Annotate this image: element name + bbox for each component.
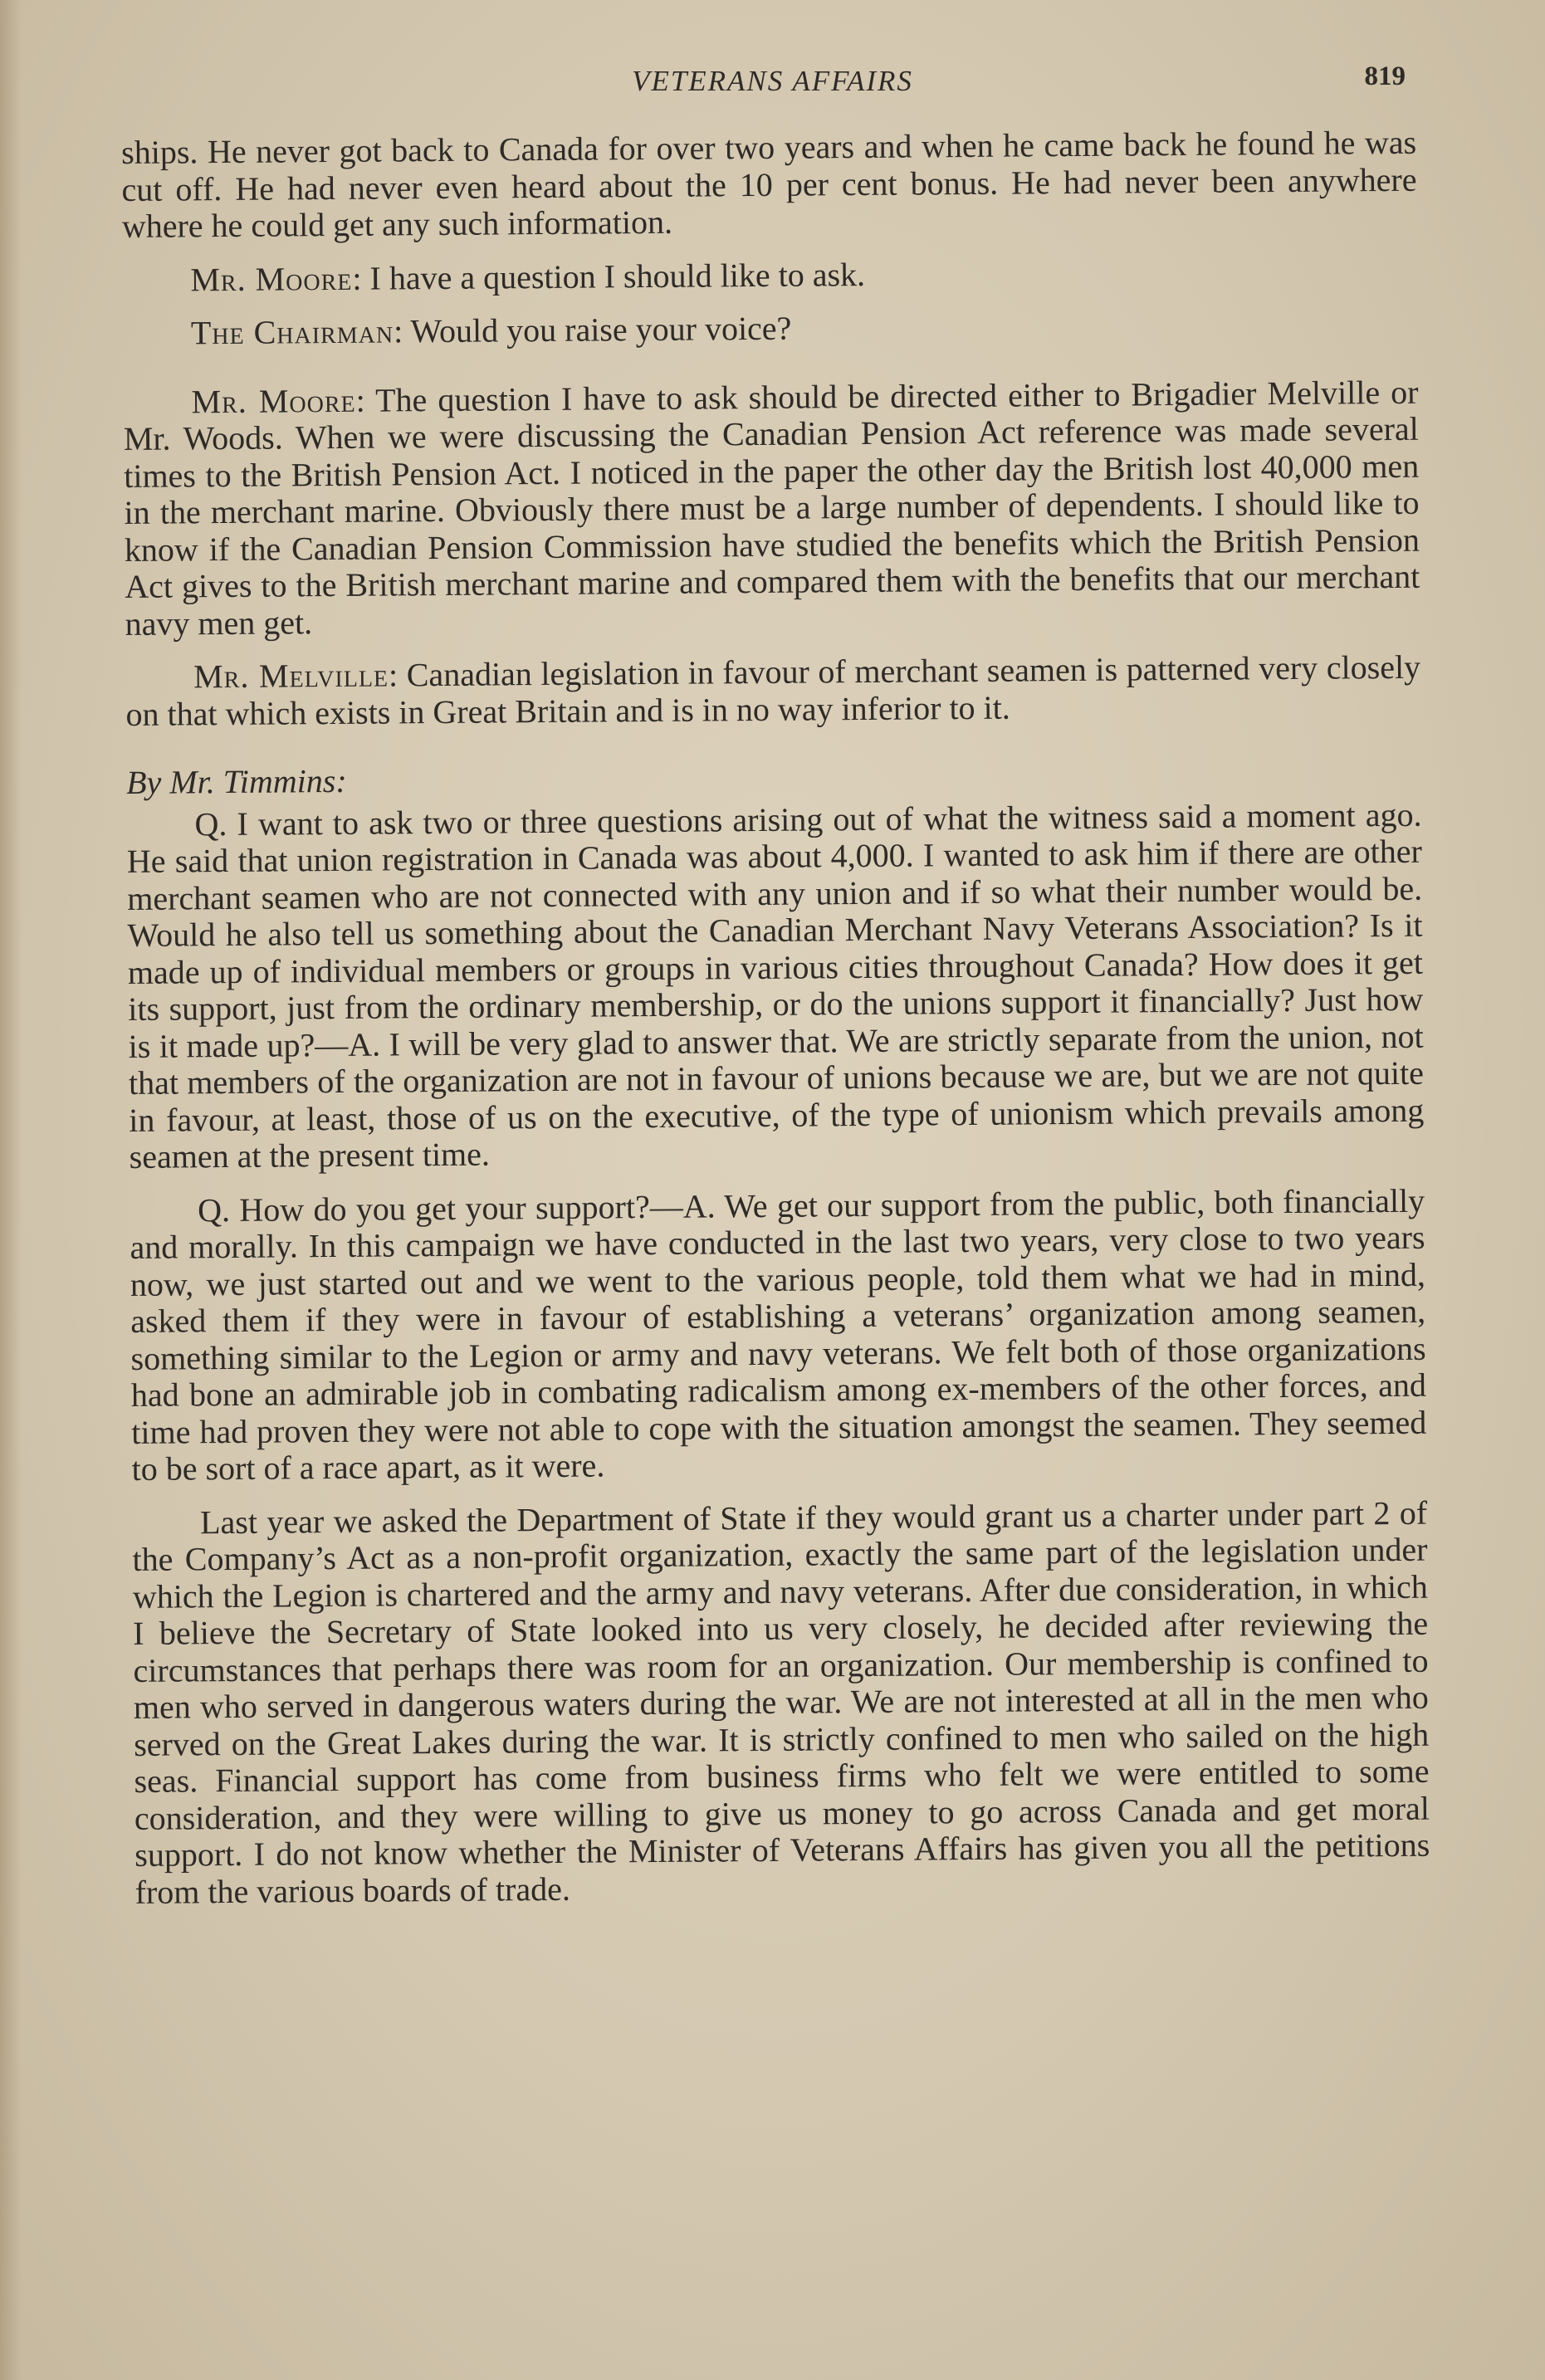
speaker-name: Mr. Melville (193, 656, 389, 696)
paragraph-moore-question (122, 252, 1417, 299)
page-number: 819 (1364, 61, 1406, 91)
paragraph-moore-statement (123, 374, 1420, 643)
speaker-name: The Chairman (190, 312, 394, 352)
paragraph-question-two: Q. How do you get your support?—A. We get our support from the public, both financially and morally. In this campaign we have conducted in the last two years, very close to two years now, we just started out and we went to the various people, told them what we had in mind, asked them if they were in favour of establishing a veterans’ organization among seamen, something similar to the Legion or army and navy veterans. We felt both of those organizations had bone an admirable job in combating radicalism among ex-members of the other forces, and time had proven they were not able to cope with the situation amongst the seamen. They seemed to be sort of a race apart, as it were. (130, 1181, 1427, 1488)
examiner-byline: By Mr. Timmins: (125, 761, 347, 801)
speech-text: : Would you raise your voice? (393, 309, 792, 350)
paragraph-melville (125, 649, 1421, 733)
running-title: VETERANS AFFAIRS (632, 65, 913, 97)
paragraph-chairman (123, 305, 1418, 353)
paragraph-charter: Last year we asked the Department of State if they would grant us a charter under part 2 of the Company’s Act as a non-profit organization, exactly the same part of the legislation under which the Legion is chartered and the army and navy veterans. After due consideration, in which I believe the Secretary of State looked into us very closely, he decided after reviewing the circumstances that perhaps there was room for an organization. Our membership is confined to men who served in dangerous waters during the war. We are not interested at all in the men who served on the Great Lakes during the war. It is strictly confined to men who sailed on the high seas. Financial support has come from business firms who felt we were entitled to some consideration, and they were willing to give us money to go across Canada and get moral support. I do not know whether the Minister of Veterans Affairs has given you all the petitions from the various boards of trade. (132, 1493, 1430, 1911)
paragraph-question-one: Q. I want to ask two or three questions arising out of what the witness said a moment ago. He said that union registration in Canada was about 4,000. I wanted to ask him if there are other merchant seamen who are not connected with any union and if so what their number would be. Would he also tell us something about the Canadian Merchant Navy Veterans Association? Is it made up of individual members or groups in various cities throughout Canada? How does it get its support, just from the ordinary membership, or do the unions support it financially? Just how is it made up?—A. I will be very glad to answer that. We are strictly separate from the union, not that members of the organization are not in favour of unions because we are, but we are not quite in favour, at least, those of us on the executive, of the type of unionism which prevails among seamen at the present time. (126, 795, 1425, 1175)
body-text (121, 125, 1430, 1928)
speech-text: : Canadian legislation in favour of merchant seamen is patterned very closely on that which exists in Great Britain and is in no way inferior to it. (125, 648, 1421, 733)
paragraph-continuation: ships. He never got back to Canada for over two years and when he came back he found he was cut off. He had never even heard about the 10 per cent bonus. He had never been anywhere where he could get any such information. (120, 123, 1417, 245)
speech-text: : The question I have to ask should be directed either to Brigadier Melville or Mr. Woods. When we were discussing the Canadian Pension Act reference was made several times to the British Pension Act. I noticed in the paper the other day the British lost 40,000 men in the merchant marine. Obviously there must be a large number of dependents. I should like to know if the Canadian Pension Commission have studied the benefits which the British Pension Act gives to the British merchant marine and compared them with the benefits that our merchant navy men get. (123, 373, 1420, 643)
speaker-name: Mr. Moore (191, 381, 356, 420)
speech-text: : I have a question I should like to ask. (352, 255, 866, 297)
speaker-name: Mr. Moore (190, 259, 353, 298)
page-header (0, 60, 1545, 101)
